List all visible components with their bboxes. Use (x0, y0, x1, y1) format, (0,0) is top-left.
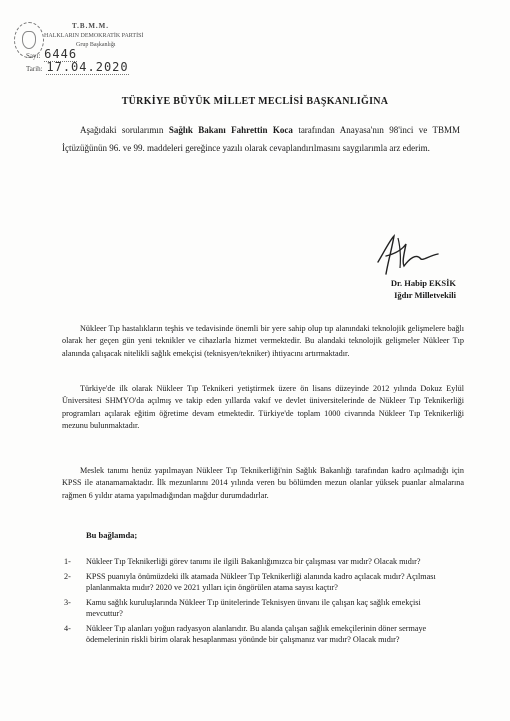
list-item (64, 623, 456, 646)
stamp-org-title: T.B.M.M. (72, 22, 110, 30)
list-item (64, 571, 456, 594)
stamp-number-label: Sayı (26, 52, 39, 60)
body-paragraph-3: Meslek tanımı henüz yapılmayan Nükleer Tıp Teknikerliği'nin Sağlık Bakanlığı tarafından kadro açılmadığı için KPSS ile atanamamaktadır. İlk mezunlarını 2014 yılında veren bu bölümden mezun olanlar yüksek puanlar almalarına rağmen 6 yıldır atama yapılmadığından mağdur durumdadırlar. (62, 466, 464, 500)
stamp-number-row: Sayı: 6446 (26, 47, 78, 61)
document-title: TÜRKİYE BÜYÜK MİLLET MECLİSİ BAŞKANLIĞINA (121, 96, 389, 107)
stamp-date-value: 17.04.2020 (46, 60, 129, 74)
list-item (64, 597, 456, 620)
question-text: Nükleer Tıp Teknikerliği görev tanımı ile ilgili Bakanlığımızca bir çalışması var mıdır? Olacak mıdır? (86, 557, 421, 566)
stamp-org-name: HALKLARIN DEMOKRATİK PARTİSİ (44, 33, 144, 39)
question-number: 2- (64, 571, 71, 581)
question-number: 3- (64, 597, 71, 607)
stamp-date-label: Tarih (26, 65, 41, 73)
intro-text-2: tarafından Anayasa'nın 98'inci ve TBMM İçtüzüğünün 96. ve 99. maddeleri gereğince yazılı olarak cevaplandırılmasını saygılarımla arz ederim. (62, 125, 460, 153)
question-number: 1- (64, 557, 71, 566)
stamp-date-row: Tarih: 17.04.2020 (26, 60, 129, 74)
questions-heading: Bu bağlamda; (86, 530, 138, 540)
list-item (64, 556, 456, 568)
handwritten-signature-icon (372, 232, 442, 278)
question-text: Kamu sağlık kuruluşlarında Nükleer Tıp ünitelerinde Teknisyen ünvanı ile çalışan kaç sağlık emekçisi mevcuttur? (86, 597, 421, 618)
question-list (64, 556, 456, 649)
body-paragraph-2: Türkiye'de ilk olarak Nükleer Tıp Teknikeri yetiştirmek üzere ön lisans düzeyinde 2012 yılında Dokuz Eylül Üniversitesi SHMYO'da açılmış ve takip eden yıllarda vakıf ve devlet üniversitelerinde de Nükleer Tıp Teknikerliği programları açılarak eğitim öğretime devam etmektedir. Türkiye'de toplam 1000 civarında Nükleer Tıp Teknikerliği mezunu bulunmaktadır. (62, 384, 464, 431)
intro-minister-name: Sağlık Bakanı Fahrettin Koca (168, 125, 293, 135)
question-number: 4- (64, 623, 71, 633)
signer-name: Dr. Habip EKSİK (390, 278, 456, 288)
stamp-org-unit: Grup Başkanlığı (76, 42, 116, 48)
body-paragraph-1: Nükleer Tıp hastalıkların teşhis ve tedavisinde önemli bir yere sahip olup tıp alanındaki teknolojik gelişmelere bağlı olarak her geçen gün yeni teknikler ve cihazlarla hizmet vermektedir. Bu alandaki teknolojik gelişmeler Nükleer Tıp alanında çalışacak nitelikli sağlık emekçisi (teknisyen/tekniker) ihtiyacını artırmaktadır. (62, 324, 464, 358)
registry-stamp (14, 20, 164, 80)
intro-paragraph (62, 121, 460, 157)
signer-role: Iğdır Milletvekili (394, 290, 456, 300)
stamp-number-value: 6446 (44, 47, 78, 61)
intro-text-1: Aşağıdaki sorularımın (80, 125, 169, 135)
question-text: Nükleer Tıp alanları yoğun radyasyon alanlarıdır. Bu alanda çalışan sağlık emekçilerinin döner sermaye ödemelerinin riskli birim olarak hesaplanması yönünde bir çalışmanız var mıdır? Olacak mıdır? (86, 623, 427, 644)
question-text: KPSS puanıyla önümüzdeki ilk atamada Nükleer Tıp Teknikerliği alanında kadro açılacak mıdır? Açılması planlanmakta mıdır? 2020 ve 2021 yılları için öngörülen atama sayısı kaçtır? (86, 571, 436, 592)
